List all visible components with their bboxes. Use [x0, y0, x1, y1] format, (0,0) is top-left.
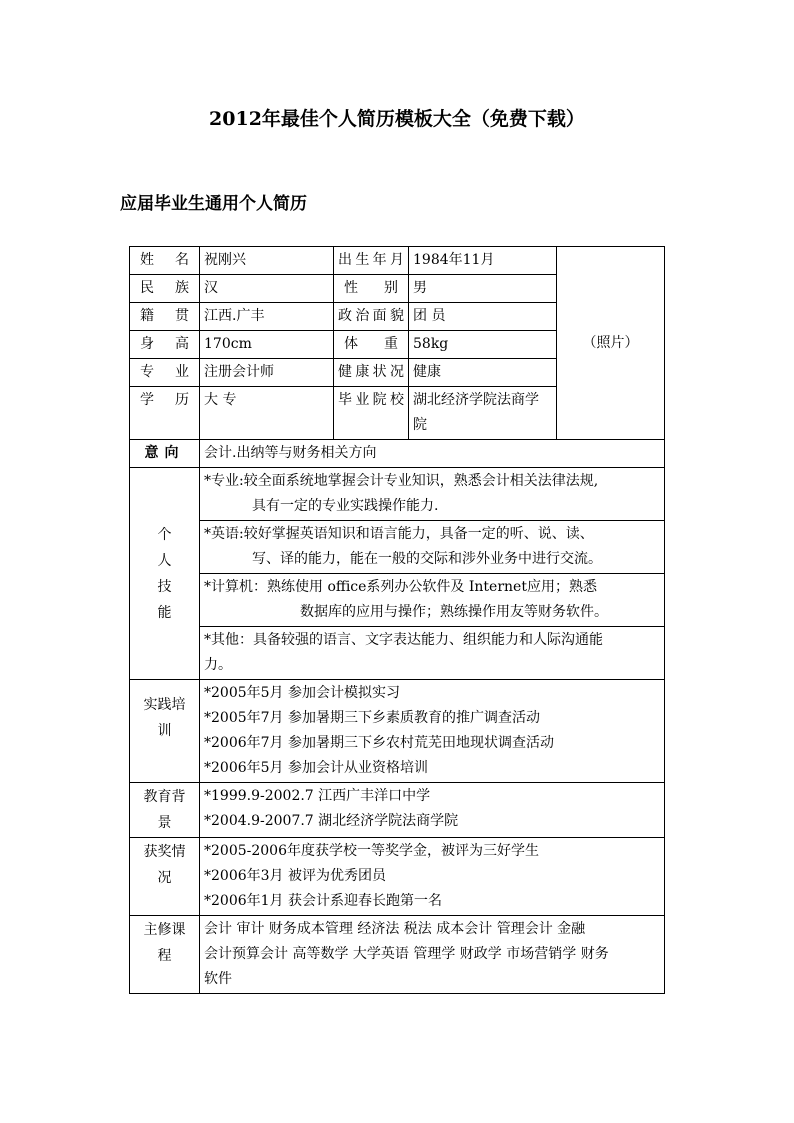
birth-label: 出生年月 [334, 247, 409, 275]
weight-value: 58kg [409, 331, 557, 359]
skill-item: *其他：具备较强的语言、文字表达能力、组织能力和人际沟通能 力。 [200, 626, 664, 679]
intent-label: 意向 [130, 440, 200, 468]
skill-item: *专业:较全面系统地掌握会计专业知识，熟悉会计相关法律法规, 具有一定的专业实践操作能力. [204, 473, 599, 514]
skill-item: *计算机：熟练使用 office系列办公软件及 Internet应用；熟悉 数据库的应用与操作；熟练操作用友等财务软件。 [200, 573, 664, 626]
row-practice [130, 680, 665, 783]
weight-label: 体重 [334, 331, 409, 359]
row-courses [130, 916, 665, 994]
politics-label: 政治面貌 [334, 303, 409, 331]
edu-label: 学历 [130, 387, 200, 440]
ethnic-label: 民族 [130, 275, 200, 303]
photo-placeholder: （照片） [557, 247, 665, 440]
awards-label: 获奖情 况 [130, 838, 200, 916]
list-item: *2006年1月 获会计系迎春长跑第一名 [204, 893, 442, 909]
origin-value: 江西.广丰 [200, 303, 334, 331]
gender-label: 性别 [334, 275, 409, 303]
intent-value: 会计.出纳等与财务相关方向 [200, 440, 665, 468]
education-label: 教育背 景 [130, 783, 200, 838]
list-item: *2006年5月 参加会计从业资格培训 [204, 760, 428, 776]
major-value: 注册会计师 [200, 359, 334, 387]
practice-label: 实践培 训 [130, 680, 200, 783]
list-item: *2005-2006年度获学校一等奖学金，被评为三好学生 [204, 843, 539, 859]
practice-list [200, 680, 665, 783]
health-value: 健康 [409, 359, 557, 387]
school-label: 毕业院校 [334, 387, 409, 440]
courses-list [200, 916, 665, 994]
height-value: 170cm [200, 331, 334, 359]
list-item: 会计 审计 财务成本管理 经济法 税法 成本会计 管理会计 金融 [204, 921, 586, 937]
list-item: *2006年7月 参加暑期三下乡农村荒芜田地现状调查活动 [204, 735, 554, 751]
major-label: 专业 [130, 359, 200, 387]
origin-label: 籍贯 [130, 303, 200, 331]
list-item: 软件 [204, 971, 232, 987]
education-list [200, 783, 665, 838]
name-value: 祝刚兴 [200, 247, 334, 275]
document-subtitle: 应届毕业生通用个人简历 [120, 194, 307, 214]
skill-item: *英语:较好掌握英语知识和语言能力，具备一定的听、说、读、 写、译的能力，能在一般的交际和涉外业务中进行交流。 [200, 520, 664, 573]
name-label: 姓名 [130, 247, 200, 275]
gender-value: 男 [409, 275, 557, 303]
document-title: 2012年最佳个人简历模板大全（免费下载） [209, 108, 585, 130]
row-education [130, 783, 665, 838]
list-item: *2005年7月 参加暑期三下乡素质教育的推广调查活动 [204, 710, 540, 726]
skills-list [200, 468, 665, 680]
list-item: *2006年3月 被评为优秀团员 [204, 868, 386, 884]
politics-value: 团 员 [409, 303, 557, 331]
row-name [130, 247, 665, 275]
list-item: 会计预算会计 高等数学 大学英语 管理学 财政学 市场营销学 财务 [204, 946, 609, 962]
resume-table [129, 246, 665, 994]
list-item: *2004.9-2007.7 湖北经济学院法商学院 [204, 813, 459, 829]
row-awards [130, 838, 665, 916]
row-intent [130, 440, 665, 468]
list-item: *2005年5月 参加会计模拟实习 [204, 685, 400, 701]
awards-list [200, 838, 665, 916]
edu-value: 大 专 [200, 387, 334, 440]
list-item: *1999.9-2002.7 江西广丰洋口中学 [204, 788, 431, 804]
height-label: 身高 [130, 331, 200, 359]
courses-label: 主修课 程 [130, 916, 200, 994]
school-value: 湖北经济学院法商学院 [409, 387, 557, 440]
skills-label: 个 人 技 能 [130, 468, 200, 680]
row-skills [130, 468, 665, 680]
ethnic-value: 汉 [200, 275, 334, 303]
birth-value: 1984年11月 [409, 247, 557, 275]
health-label: 健康状况 [334, 359, 409, 387]
